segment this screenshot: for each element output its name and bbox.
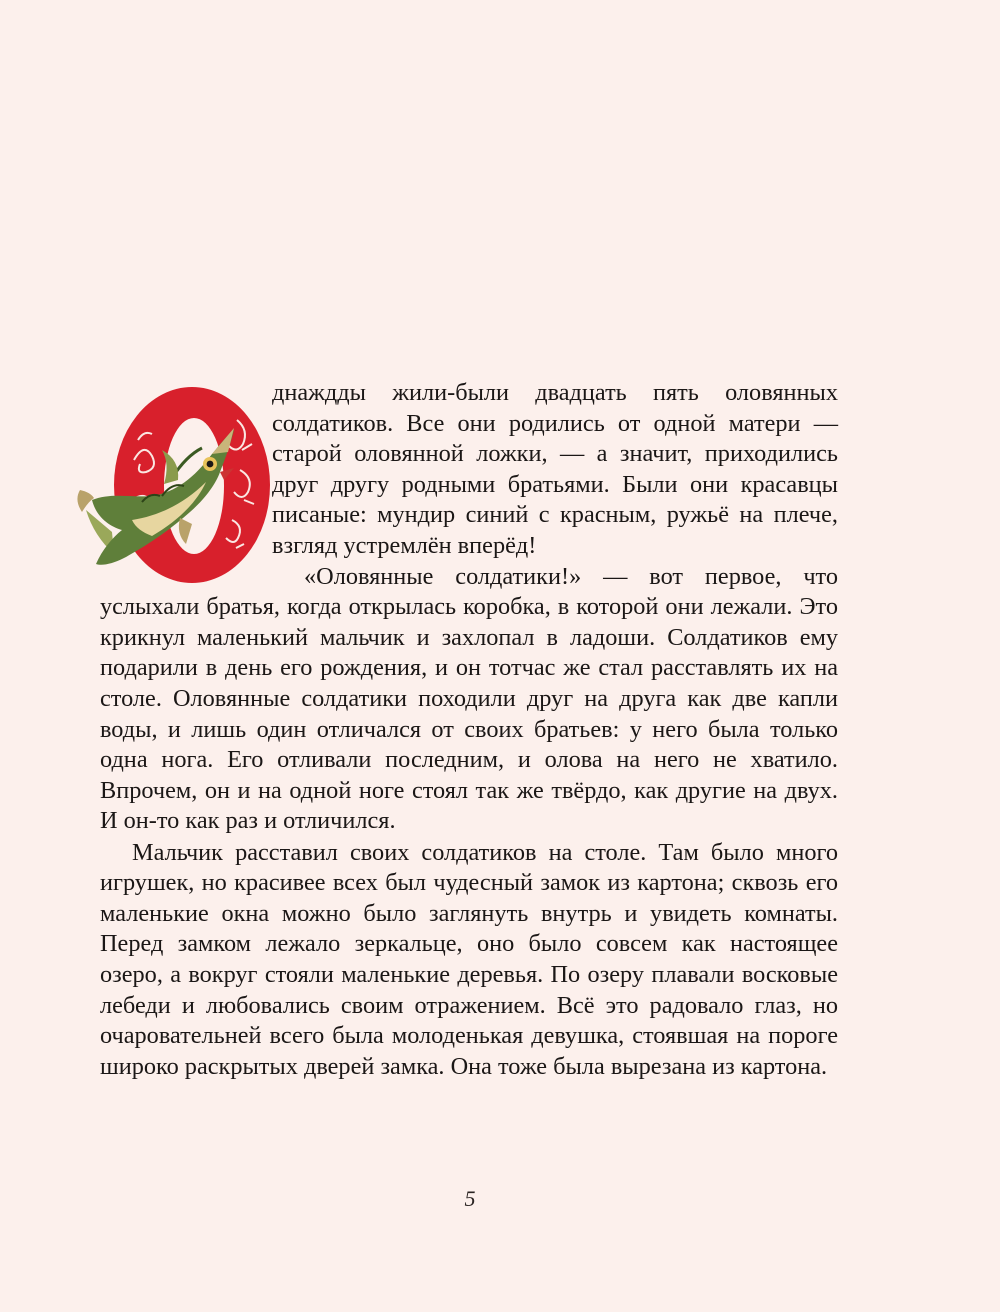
paragraph-3: Мальчик расставил своих солдатиков на столе. Там было много игрушек, но красивее всех был чудесный замок из картона; сквозь его маленькие окна можно было заглянуть внутрь и увидеть комнаты. Перед замком лежало зеркальце, оно было совсем как настоящее озеро, а вокруг стояли маленькие деревья. По озеру плавали восковые лебеди и любовались своим отражением. Всё это радовало глаз, но очаровательней всего была молоденькая девушка, стоявшая на пороге широко раскрытых дверей замка. Она тоже была вырезана из картона. xyxy=(100,838,838,1080)
page-number: 5 xyxy=(464,1186,476,1211)
fish-ornament-icon xyxy=(72,380,272,590)
paragraph-2: «Оловянные солдатики!» — вот первое, что услыхали братья, когда открылась коробка, в которой они лежали. Это крикнул маленький мальчик и захлопал в ладоши. Солдатиков ему подарили в день его рождения, и он тотчас же стал расставлять их на столе. Оловянные солдатики походили друг на друга как две капли воды, и лишь один отличался от своих братьев: у него была только одна нога. Его отливали последним, и олова на него не хватило. Впрочем, он и на одной ноге стоял так же твёрдо, как другие на двух. И он-то как раз и отличился. xyxy=(100,562,838,835)
paragraph-1: днаждды жили-были двадцать пять оловянных солдатиков. Все они родились от одной матери — старой оловянной ложки, — а значит, приходились друг другу родными братьями. Были они красавцы писаные: мундир синий с красным, ружьё на плече, взгляд устремлён вперёд! xyxy=(272,379,838,559)
page-body xyxy=(100,378,838,1082)
drop-cap xyxy=(72,380,272,590)
